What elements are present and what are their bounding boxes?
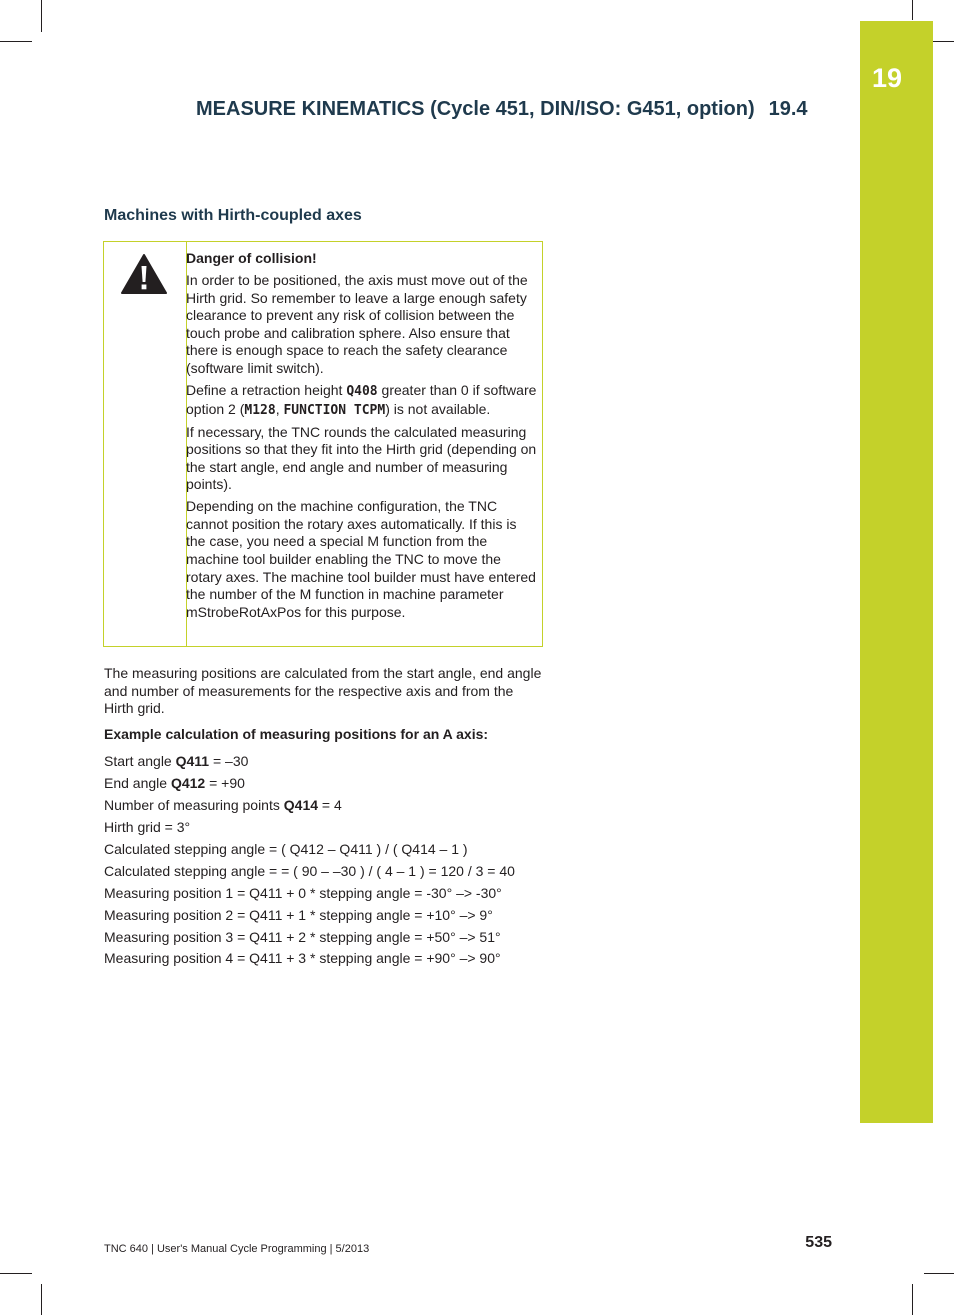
calc-line [104, 773, 544, 795]
crop-mark [924, 1273, 954, 1274]
text-run: End angle [104, 775, 171, 792]
crop-mark [41, 0, 42, 32]
q-parameter: Q408 [346, 383, 378, 399]
warning-triangle-icon [120, 253, 168, 295]
intro-paragraph: The measuring positions are calculated from the start angle, end angle and number of measurements for the respective axis and from the Hirth grid. [104, 665, 542, 717]
page-footer: TNC 640 | User's Manual Cycle Programming | 5/2013 [104, 1243, 370, 1255]
calc-line [104, 795, 544, 817]
text-run: = +90 [205, 775, 245, 792]
crop-mark [0, 41, 32, 42]
chapter-number: 19 [871, 63, 903, 93]
calc-line: Measuring position 4 = Q411 + 3 * stepping angle = +90° –> 90° [104, 950, 501, 967]
chapter-tab [860, 21, 933, 1123]
calc-title: Example calculation of measuring positions for an A axis: [104, 725, 489, 742]
text-run: greater than 0 if software option 2 ( [186, 381, 537, 417]
calc-line: Measuring position 2 = Q411 + 1 * stepping angle = +10° –> 9° [104, 906, 493, 923]
warning-paragraph [186, 382, 538, 419]
warning-text [186, 250, 538, 626]
warning-title: Danger of collision! [186, 250, 317, 266]
calc-line: Calculated stepping angle = = ( 90 – –30 ) / ( 4 – 1 ) = 120 / 3 = 40 [104, 862, 515, 879]
q-parameter: Q411 [175, 753, 210, 770]
m-function: M128 [244, 402, 276, 418]
header-section: 19.4 [768, 98, 808, 120]
q-parameter: Q414 [283, 797, 319, 814]
warning-paragraph: If necessary, the TNC rounds the calculated measuring positions so that they fit into the Hirth grid (depending on the start angle, end angle and number of measuring points). [186, 423, 537, 493]
warning-box [103, 241, 543, 647]
q-parameter: Q412 [170, 775, 206, 792]
text-run: ) is not available. [385, 400, 491, 417]
page-number: 535 [805, 1234, 832, 1251]
crop-mark [912, 1284, 913, 1315]
text-run: , [275, 400, 284, 417]
calc-line: Measuring position 3 = Q411 + 2 * stepping angle = +50° –> 51° [104, 928, 501, 945]
calc-line: Calculated stepping angle = ( Q412 – Q411 ) / ( Q414 – 1 ) [104, 840, 468, 857]
running-header [196, 98, 836, 121]
function-name: FUNCTION TCPM [283, 402, 386, 418]
text-run: Define a retraction height [186, 381, 347, 398]
body-content [104, 665, 544, 970]
warning-paragraph: Depending on the machine configuration, the TNC cannot position the rotary axes automatically. If this is the case, you need a special M function from the machine tool builder enabling the TNC to move the rotary axes. The machine tool builder must have entered the number of the M function in machine parameter mStrobeRotAxPos for this purpose. [186, 498, 536, 620]
calc-line [104, 751, 544, 773]
text-run: = –30 [209, 753, 249, 770]
text-run: Start angle [104, 753, 176, 770]
crop-mark [41, 1284, 42, 1315]
calc-line: Hirth grid = 3° [104, 819, 191, 836]
section-heading: Machines with Hirth-coupled axes [104, 207, 362, 224]
crop-mark [912, 0, 913, 20]
text-run: = 4 [318, 797, 342, 814]
warning-paragraph: In order to be positioned, the axis must move out of the Hirth grid. So remember to leave a large enough safety clearance to prevent any risk of collision between the touch probe and calibration sphere. Also ensure that there is enough space to reach the safety clearance (software limit switch). [186, 271, 528, 376]
header-title: MEASURE KINEMATICS (Cycle 451, DIN/ISO: G451, option) [196, 98, 755, 120]
crop-mark [0, 1273, 32, 1274]
calc-line: Measuring position 1 = Q411 + 0 * stepping angle = -30° –> -30° [104, 884, 502, 901]
text-run: Number of measuring points [104, 797, 284, 814]
